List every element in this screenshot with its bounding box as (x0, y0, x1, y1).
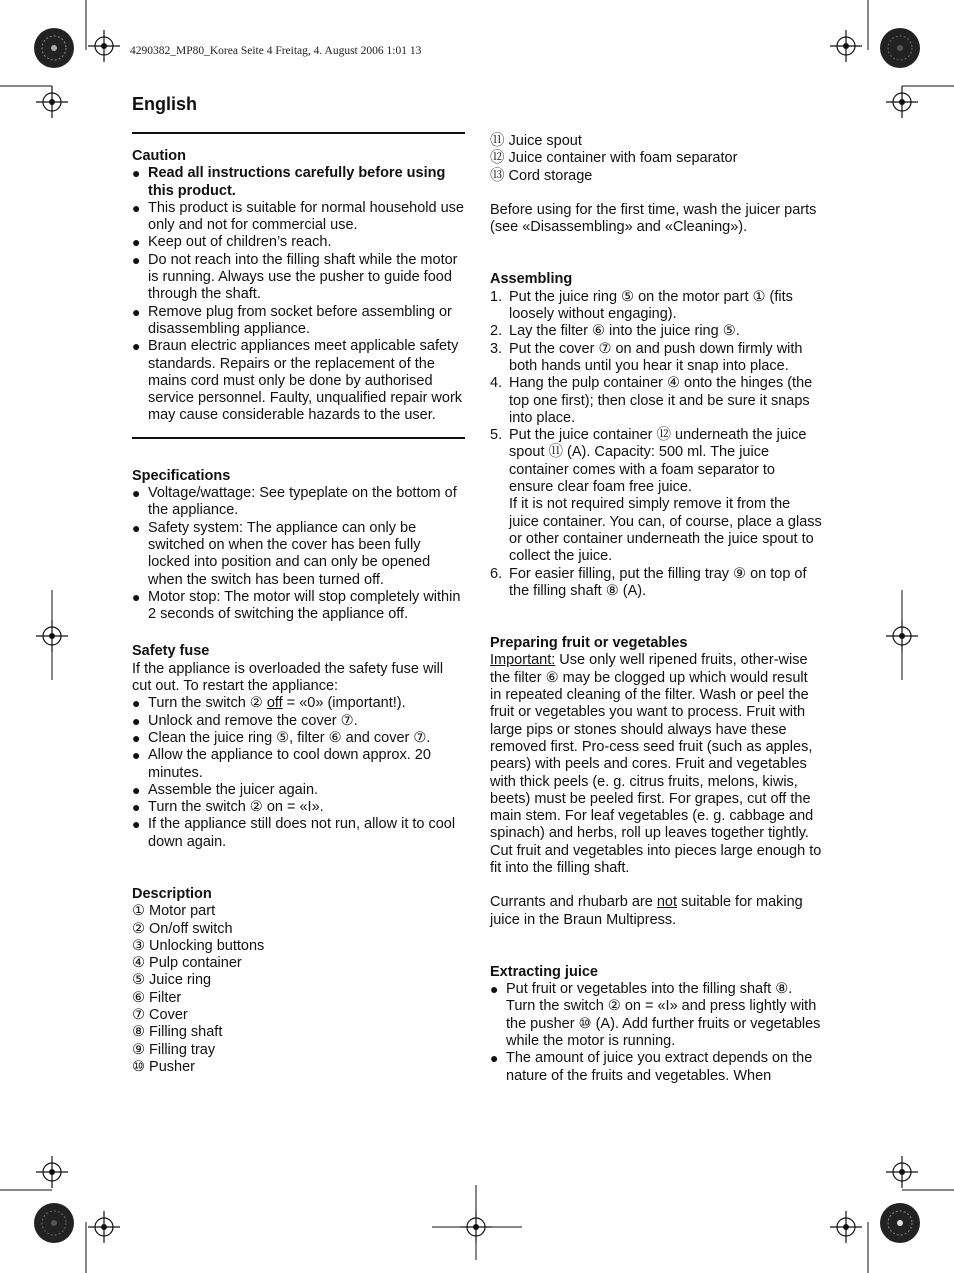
caution-item: ● Braun electric appliances meet applicable safety standards. Repairs or the replacement of the mains cord must only be done by authorised service personnel. Faulty, unqualified repair work may cause considerable hazards to the user. (132, 338, 464, 424)
caution-item: ● Do not reach into the filling shaft while the motor is running. Always use the pusher to guide food through the shaft. (132, 252, 464, 304)
assembling-step: 6. For easier filling, put the filling tray ⑨ on top of the filling shaft ⑧ (A). (490, 565, 807, 599)
description-item: ① Motor part (132, 903, 216, 920)
description-item: ② On/off switch (132, 920, 233, 937)
left-column (132, 148, 464, 1076)
top-rule (132, 132, 465, 134)
spec-item: ● Voltage/wattage: See typeplate on the bottom of the appliance. (132, 485, 464, 520)
extracting-item: ● The amount of juice you extract depends on the nature of the fruits and vegetables. When (490, 1050, 822, 1085)
description-item: ⑪ Juice spout (490, 133, 582, 149)
safety-fuse-title: Safety fuse (132, 643, 210, 660)
description-item: ⑫ Juice container with foam separator (490, 150, 738, 167)
fuse-item: ● Allow the appliance to cool down approx. 20 minutes. (132, 747, 464, 782)
section-rule (132, 437, 465, 439)
description-item: ④ Pulp container (132, 955, 242, 972)
fuse-item: ● Unlock and remove the cover ⑦. (132, 713, 464, 730)
assembling-step: 3. Put the cover ⑦ on and push down firmly with both hands until you hear it snap into place. (490, 340, 803, 374)
starburst-mark-tl (34, 28, 74, 68)
caution-item: ● This product is suitable for normal household use only and not for commercial use. (132, 200, 464, 235)
assembling-steps (490, 289, 822, 600)
fuse-item: ● Assemble the juicer again. (132, 782, 464, 799)
extracting-list (490, 981, 822, 1085)
fuse-item: ● Clean the juice ring ⑤, filter ⑥ and cover ⑦. (132, 730, 464, 747)
assembling-step: 5. Put the juice container ⑫ underneath the juice spout ⑪ (A). Capacity: 500 ml. The juice container comes with a foam separator to ensure clear foam free juice. If it is not required simply remove it from the juice container. You can, of course, place a glass or other container underneath the juice spout to collect the juice. (490, 427, 822, 565)
assembling-step: 2. Lay the filter ⑥ into the juice ring ⑤. (490, 323, 740, 340)
description-item: ③ Unlocking buttons (132, 937, 265, 954)
assembling-title: Assembling (490, 271, 573, 288)
extracting-item: ● Put fruit or vegetables into the filling shaft ⑧. Turn the switch ② on = «I» and press lightly with the pusher ⑩ (A). Add further fruits or vegetables while the motor is running. (490, 981, 822, 1050)
safety-fuse-intro: If the appliance is overloaded the safety fuse will cut out. To restart the appliance: (132, 660, 444, 695)
starburst-mark-tr (880, 28, 920, 68)
caution-item: ● Keep out of children’s reach. (132, 234, 464, 251)
fuse-item: ● Turn the switch ② off = «0» (important!). (132, 695, 464, 712)
caution-item: ● Remove plug from socket before assembling or disassembling appliance. (132, 304, 464, 339)
assembling-step: 1. Put the juice ring ⑤ on the motor part ① (fits loosely without engaging). (490, 288, 793, 323)
fuse-item: ● Turn the switch ② on = «I». (132, 799, 464, 816)
description-item: ⑧ Filling shaft (132, 1024, 223, 1041)
first-use-note: Before using for the first time, wash the juicer parts (see «Disassembling» and «Cleaning»). (490, 201, 817, 236)
fuse-item: ● If the appliance still does not run, allow it to cool down again. (132, 816, 464, 851)
safety-fuse-list (132, 695, 464, 851)
preparing-text: Important: Use only well ripened fruits, other-wise the filter ⑥ may be clogged up which would result in repeated cleaning of the filter. Wash or peel the fruit or vegetables you want to process. Fruit with large pips or stones should always have these removed first. Pro-cess seed fruit (such as apples, pears) with peels and cores. Fruit and vegetables with thick peels (e. g. citrus fruits, melons, kiwis, beets) must be peeled first. For grapes, cut off the main stem. For leaf vegetables (e. g. cabbage and spinach) and herbs, roll up leaves together tightly. Cut fruit and vegetables into pieces large enough to fit into the filling shaft. (490, 652, 822, 876)
description-item: ⑬ Cord storage (490, 167, 593, 184)
caution-title: Caution (132, 148, 186, 164)
description-item: ⑨ Filling tray (132, 1041, 216, 1058)
extracting-title: Extracting juice (490, 963, 598, 980)
caution-item: ● Read all instructions carefully before using this product. (132, 165, 464, 200)
caution-list (132, 165, 464, 424)
print-slug: 4290382_MP80_Korea Seite 4 Freitag, 4. August 2006 1:01 13 (130, 45, 422, 57)
description-item: ⑥ Filter (132, 989, 182, 1006)
right-column (490, 133, 822, 1085)
spec-item: ● Motor stop: The motor will stop completely within 2 seconds of switching the appliance off. (132, 589, 464, 624)
specifications-list (132, 485, 464, 623)
description-item: ⑤ Juice ring (132, 972, 212, 989)
description-title: Description (132, 885, 212, 902)
starburst-mark-bl (34, 1203, 74, 1243)
description-item: ⑦ Cover (132, 1007, 188, 1024)
specifications-title: Specifications (132, 467, 231, 484)
preparing-title: Preparing fruit or vegetables (490, 635, 688, 652)
page-language-title: English (132, 94, 198, 114)
starburst-mark-br (880, 1203, 920, 1243)
description-item: ⑩ Pusher (132, 1058, 195, 1075)
spec-item: ● Safety system: The appliance can only be switched on when the cover has been fully locked into position and can only be opened when the switch has been turned off. (132, 520, 464, 589)
currants-note: Currants and rhubarb are not suitable for making juice in the Braun Multipress. (490, 894, 803, 928)
assembling-step: 4. Hang the pulp container ④ onto the hinges (the top one first); then close it and be sure it snaps into place. (490, 375, 813, 426)
